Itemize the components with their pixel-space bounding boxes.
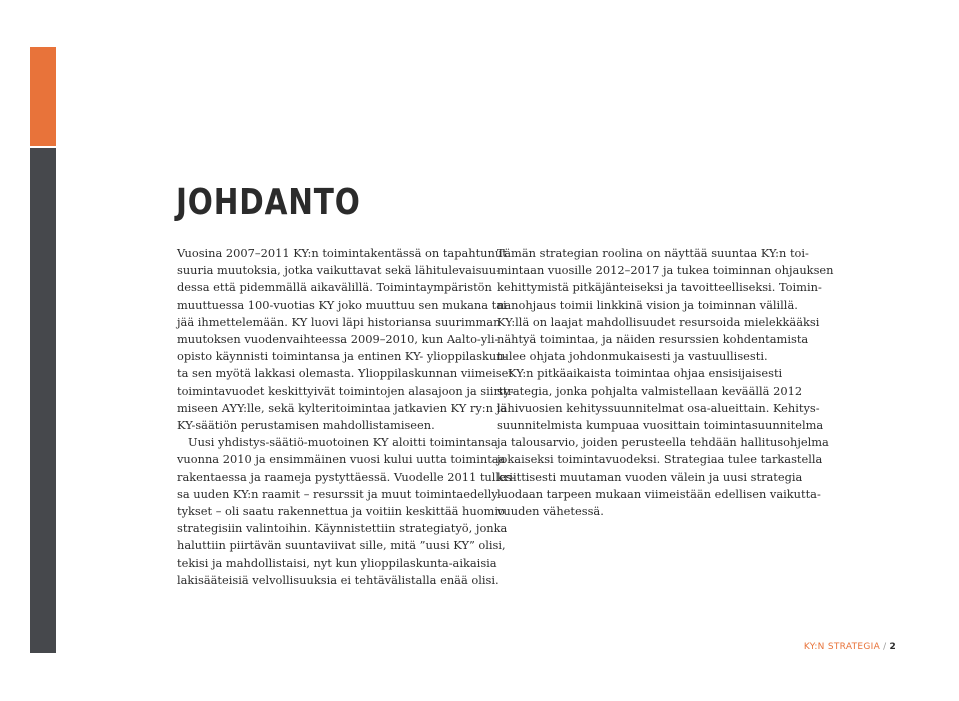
text-line: KY-säätiön perustamisen mahdollistamiseen. xyxy=(177,418,435,433)
footer-separator: / xyxy=(883,642,887,652)
text-line: strategia, jonka pohjalta valmistellaan keväällä 2012 xyxy=(497,383,803,398)
text-line: rakentaessa ja raameja pystyttäessä. Vuodelle 2011 tulles- xyxy=(177,469,516,484)
text-line: suunnitelmista kumpuaa vuosittain toimintasuunnitelma xyxy=(497,418,824,433)
text-line: KY:llä on laajat mahdollisuudet resursoida mielekkääksi xyxy=(497,314,820,329)
text-line: sa uuden KY:n raamit – resurssit ja muut toimintaedelly- xyxy=(177,486,502,501)
text-line: ta sen myötä lakkasi olemasta. Ylioppilaskunnan viimeiset xyxy=(177,366,513,381)
text-line: tekisi ja mahdollistaisi, nyt kun ylioppilaskunta-aikaisia xyxy=(177,555,497,570)
text-line: tykset – oli saatu rakennettua ja voitiin keskittää huomio xyxy=(177,504,505,519)
text-line: muuttuessa 100-vuotias KY joko muuttuu sen mukana tai xyxy=(177,297,507,312)
text-line: vuonna 2010 ja ensimmäinen vuosi kului uutta toimintaa xyxy=(177,452,506,467)
text-line: kriittisesti muutaman vuoden välein ja uusi strategia xyxy=(497,469,803,484)
accent-bar xyxy=(30,47,56,146)
text-line: miseen AYY:lle, sekä kylteritoimintaa jatkavien KY ry:n ja xyxy=(177,400,507,415)
text-line: KY:n pitkäaikaista toimintaa ohjaa ensisijaisesti xyxy=(508,366,783,381)
page-number: 2 xyxy=(889,642,896,652)
text-line: Vuosina 2007–2011 KY:n toimintakentässä on tapahtunut xyxy=(177,246,507,260)
text-line: lakisääteisiä velvollisuuksia ei tehtävälistalla enää olisi. xyxy=(177,572,499,587)
text-line: strategisiin valintoihin. Käynnistettiin strategiatyö, jonka xyxy=(177,521,508,536)
text-line: ja talousarvio, joiden perusteella tehdään hallitusohjelma xyxy=(497,435,829,450)
text-line: nähtyä toimintaa, ja näiden resurssien kohdentamista xyxy=(497,332,809,347)
text-line: tulee ohjata johdonmukaisesti ja vastuullisesti. xyxy=(497,349,768,364)
left-column xyxy=(177,245,516,589)
text-line: mintaan vuosille 2012–2017 ja tukea toiminnan ohjauksen xyxy=(497,263,834,278)
text-line: vuuden vähetessä. xyxy=(497,504,604,519)
right-column xyxy=(497,245,834,520)
text-line: toimintavuodet keskittyivät toimintojen alasajoon ja siirty- xyxy=(177,383,514,398)
page-footer xyxy=(804,642,896,652)
text-line: nanohjaus toimii linkkinä vision ja toiminnan välillä. xyxy=(497,297,798,312)
sidebar-bar xyxy=(30,148,56,653)
text-line: jokaiseksi toimintavuodeksi. Strategiaa tulee tarkastella xyxy=(497,452,823,467)
text-line: Uusi yhdistys-säätiö-muotoinen KY aloitti toimintansa xyxy=(188,435,498,450)
text-line: jää ihmettelemään. KY luovi läpi historiansa suurimman xyxy=(177,314,501,329)
text-line: opisto käynnisti toimintansa ja entinen KY- ylioppilaskun- xyxy=(177,349,508,364)
text-line: luodaan tarpeen mukaan viimeistään edellisen vaikutta- xyxy=(497,486,821,501)
page-title: JOHDANTO xyxy=(176,182,361,223)
text-line: Tämän strategian roolina on näyttää suuntaa KY:n toi- xyxy=(497,246,809,260)
text-line: suuria muutoksia, jotka vaikuttavat sekä lähitulevaisuu- xyxy=(177,263,500,278)
text-line: lähivuosien kehityssuunnitelmat osa-alueittain. Kehitys- xyxy=(497,400,820,415)
footer-label: KY:N STRATEGIA xyxy=(803,642,881,652)
text-line: kehittymistä pitkäjänteiseksi ja tavoitteelliseksi. Toimin- xyxy=(497,280,822,295)
text-line: haluttiin piirtävän suuntaviivat sille, mitä ”uusi KY” olisi, xyxy=(177,538,506,553)
text-line: dessa että pidemmällä aikavälillä. Toimintaympäristön xyxy=(177,280,492,295)
text-line: muutoksen vuodenvaihteessa 2009–2010, kun Aalto-yli- xyxy=(177,332,499,347)
